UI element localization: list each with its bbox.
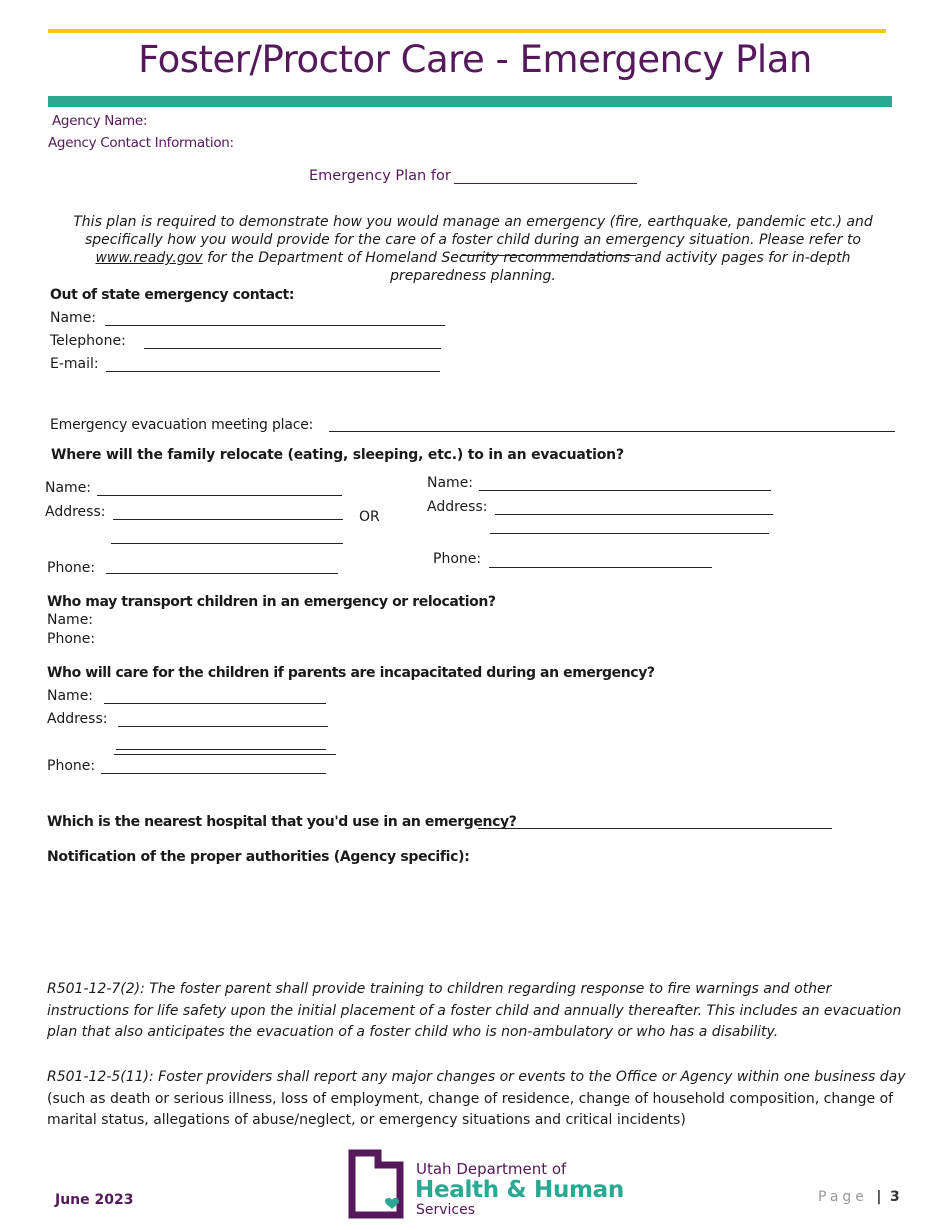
relocate-address-label-2: Address: (427, 499, 488, 515)
contact-phone-field[interactable] (144, 348, 441, 349)
agency-contact-label: Agency Contact Information: (48, 135, 234, 151)
logo-line-3: Services (416, 1202, 476, 1218)
page-separator: | (876, 1189, 882, 1205)
logo-line-1: Utah Department of (416, 1160, 567, 1178)
transport-heading: Who may transport children in an emergency or relocation? (47, 594, 496, 610)
care-heading: Who will care for the children if parents are incapacitated during an emergency? (47, 665, 655, 681)
meeting-place-field[interactable] (329, 431, 895, 432)
care-address-underline (114, 754, 336, 755)
care-phone-field[interactable] (101, 773, 326, 774)
page-word: Page (818, 1189, 868, 1205)
care-address-field-2[interactable] (116, 749, 326, 750)
hospital-label: Which is the nearest hospital that you'd use in an emergency? (47, 814, 517, 830)
relocate-phone-field-1[interactable] (106, 573, 338, 574)
relocate-address-field-1b[interactable] (111, 543, 343, 544)
relocate-name-label-1: Name: (45, 480, 92, 496)
plan-for-label: Emergency Plan for (309, 168, 451, 184)
rule-r501-12-5-normal: (such as death or serious illness, loss of employment, change of residence, change of household composition, change of marital status, allegations of abuse/neglect, or emergency situations and critical incidents) (47, 1090, 894, 1128)
contact-email-label: E-mail: (50, 356, 99, 372)
intro-text-1: This plan is required to demonstrate how you would manage an emergency (fire, earthquake, pandemic etc.) and specifically how you would provide for the care of a foster child during an emergency situation. Please refer to (73, 214, 873, 248)
intro-text-2: for the Department of Homeland Security recommendations and activity pages for in-depth preparedness planning. (207, 250, 851, 284)
relocate-name-label-2: Name: (427, 475, 474, 491)
meeting-place-label: Emergency evacuation meeting place: (50, 417, 314, 433)
care-name-label: Name: (47, 688, 94, 704)
care-address-label: Address: (47, 711, 108, 727)
ready-gov-link[interactable]: www.ready.gov (95, 250, 203, 266)
relocate-phone-label-2: Phone: (433, 551, 482, 567)
contact-email-field[interactable] (106, 371, 440, 372)
relocate-address-field-2b[interactable] (490, 533, 769, 534)
care-address-field[interactable] (118, 726, 328, 727)
rule-r501-12-5 (47, 1067, 907, 1132)
agency-name-label: Agency Name: (52, 113, 148, 129)
page-number (818, 1189, 900, 1205)
transport-name-label: Name: (47, 612, 94, 628)
transport-phone-label: Phone: (47, 631, 96, 647)
relocate-phone-label-1: Phone: (47, 560, 96, 576)
header-bottom-rule (48, 96, 892, 107)
rule-r501-12-5-italic: R501-12-5(11): Foster providers shall report any major changes or events to the Office or Agency within one business day (47, 1069, 906, 1085)
or-label: OR (359, 509, 380, 525)
intro-paragraph (48, 213, 898, 285)
care-name-field[interactable] (104, 703, 326, 704)
care-phone-label: Phone: (47, 758, 96, 774)
footer-date: June 2023 (55, 1192, 134, 1208)
strikethrough-mark (462, 255, 636, 256)
relocate-address-field-1[interactable] (113, 519, 343, 520)
relocate-name-field-1[interactable] (97, 495, 342, 496)
rule-r501-12-7: R501-12-7(2): The foster parent shall provide training to children regarding response to fire warnings and other instructions for life safety upon the initial placement of a foster child and annually thereafter. This includes an evacuation plan that also anticipates the evacuation of a foster child who is non-ambulatory or who has a disability. (47, 981, 902, 1040)
relocate-address-field-2[interactable] (495, 514, 773, 515)
notification-label: Notification of the proper authorities (Agency specific): (47, 849, 470, 865)
contact-heading: Out of state emergency contact: (50, 287, 295, 303)
relocate-heading: Where will the family relocate (eating, sleeping, etc.) to in an evacuation? (51, 447, 624, 463)
page-title: Foster/Proctor Care - Emergency Plan (138, 38, 812, 81)
utah-state-logo-icon (348, 1149, 410, 1219)
relocate-address-label-1: Address: (45, 504, 106, 520)
relocate-name-field-2[interactable] (479, 490, 771, 491)
contact-phone-label: Telephone: (50, 333, 126, 349)
hospital-field[interactable] (478, 828, 832, 829)
logo-line-2: Health & Human (415, 1177, 624, 1203)
contact-name-field[interactable] (105, 325, 445, 326)
relocate-phone-field-2[interactable] (489, 567, 712, 568)
page-number-value: 3 (889, 1189, 900, 1205)
plan-for-field[interactable] (454, 183, 637, 184)
contact-name-label: Name: (50, 310, 97, 326)
header-top-rule (48, 29, 886, 33)
